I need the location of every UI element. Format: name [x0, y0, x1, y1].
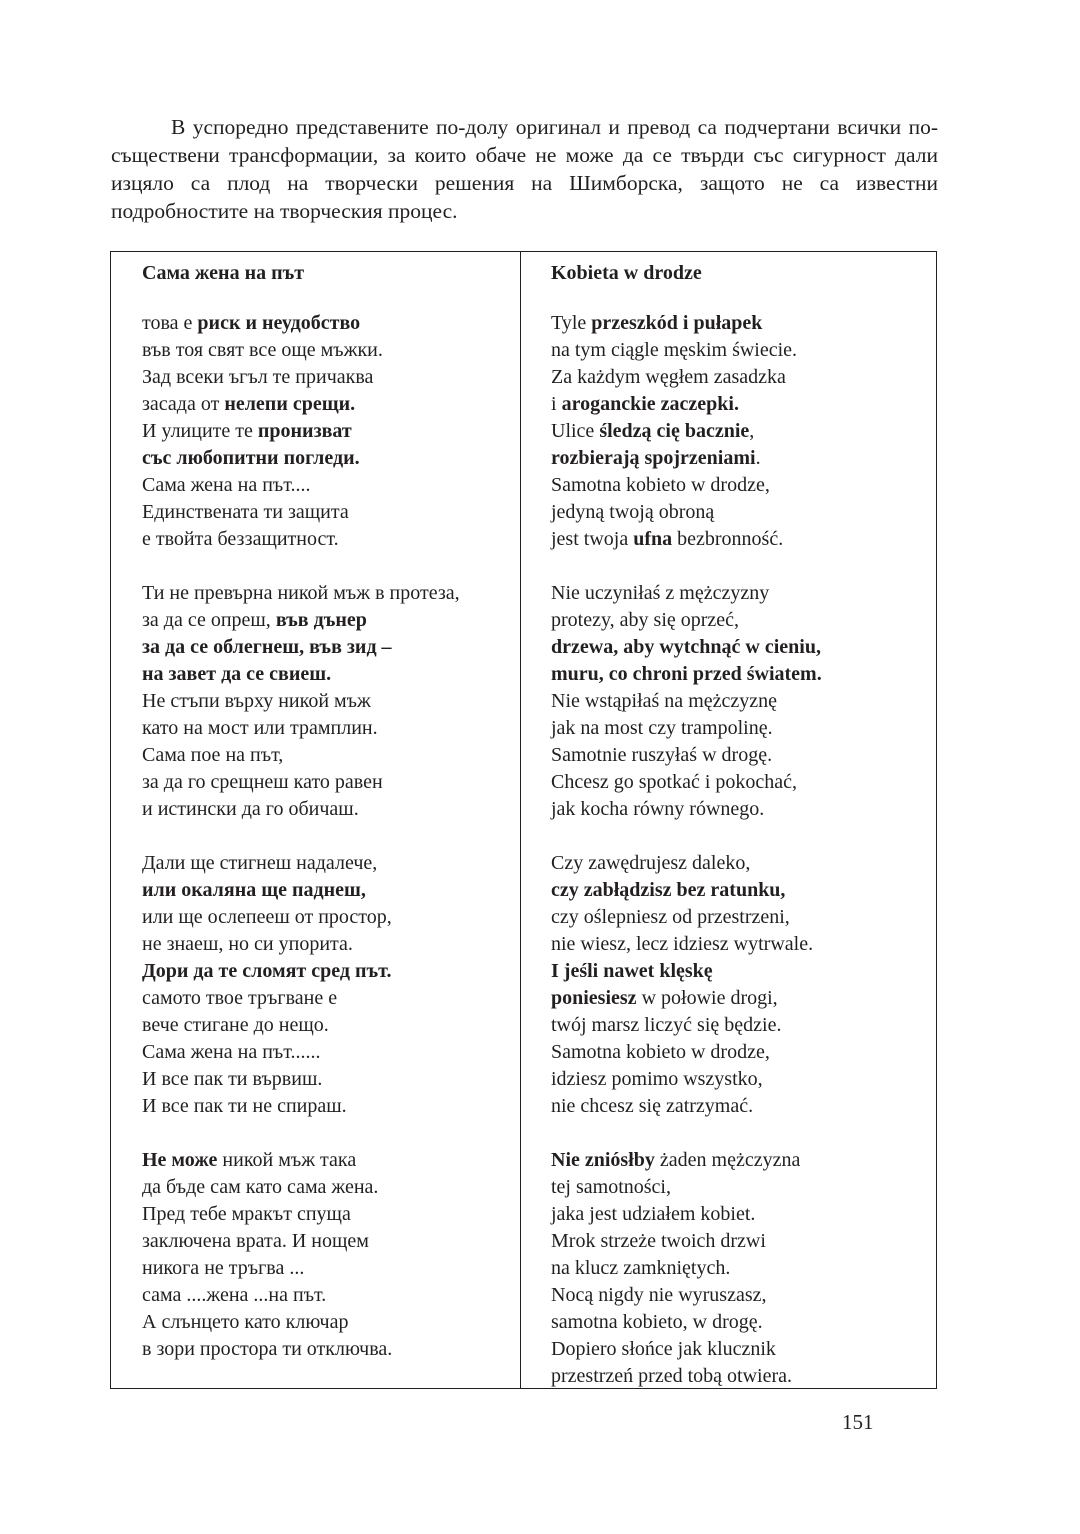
poem-line: [551, 607, 936, 634]
poem-line: [142, 418, 520, 445]
line-text: i: [551, 393, 562, 415]
poem-line: [142, 1012, 520, 1039]
emphasized-phrase: przeszkód i pułapek: [591, 312, 763, 334]
poem-line: [142, 391, 520, 418]
line-text: Mrok strzeże twoich drzwi: [551, 1230, 766, 1252]
line-text: Сама жена на път......: [142, 1041, 321, 1063]
line-text: Dopiero słońce jak klucznik: [551, 1338, 776, 1360]
poem-line: [551, 877, 936, 904]
poem-line: [142, 742, 520, 769]
line-text: Зад всеки ъгъл те причаква: [142, 366, 374, 388]
line-text: Samotna kobieto w drodze,: [551, 474, 770, 496]
poem-line: [551, 1093, 936, 1120]
line-text: Дали ще стигнеш надалече,: [142, 852, 378, 874]
poem-line: [551, 931, 936, 958]
emphasized-phrase: Дори да те сломят сред път.: [142, 960, 392, 982]
poem-line: [142, 472, 520, 499]
poem-line: [142, 607, 520, 634]
poem-stanza: [142, 850, 520, 1120]
poem-line: [551, 742, 936, 769]
line-text: във тоя свят все още мъжки.: [142, 339, 383, 361]
poem-line: [551, 1228, 936, 1255]
line-text: Samotnie ruszyłaś w drogę.: [551, 744, 773, 766]
poem-line: [551, 1309, 936, 1336]
poem-line: [142, 688, 520, 715]
line-text: за да го срещнеш като равен: [142, 771, 383, 793]
original-poem-column: [111, 252, 521, 1388]
poem-line: [551, 1012, 936, 1039]
poem-line: [551, 1174, 936, 1201]
poem-stanza: [551, 1147, 936, 1390]
line-text: samotna kobieto, w drogę.: [551, 1311, 763, 1333]
poem-line: [551, 310, 936, 337]
poem-line: [142, 1282, 520, 1309]
line-text: или ще ослепееш от простор,: [142, 906, 392, 928]
poem-line: [142, 364, 520, 391]
poem-line: [142, 715, 520, 742]
emphasized-phrase: във дънер: [275, 609, 367, 631]
poem-line: [551, 526, 936, 553]
line-text: .: [755, 447, 761, 469]
poem-line: [142, 904, 520, 931]
poem-line: [551, 1336, 936, 1363]
poem-line: [142, 1201, 520, 1228]
emphasized-phrase: Nie zniósłby: [551, 1149, 655, 1171]
line-text: самото твое тръгване е: [142, 987, 338, 1009]
poem-line: [142, 769, 520, 796]
poem-line: [142, 985, 520, 1012]
line-text: заключена врата. И нощем: [142, 1230, 369, 1252]
poem-line: [142, 1336, 520, 1363]
poem-line: [551, 1282, 936, 1309]
poem-line: [551, 715, 936, 742]
poem-line: [142, 931, 520, 958]
line-text: nie chcesz się zatrzymać.: [551, 1095, 754, 1117]
line-text: bezbronność.: [672, 528, 784, 550]
line-text: Единствената ти защита: [142, 501, 349, 523]
line-text: Nie wstąpiłaś na mężczyznę: [551, 690, 778, 712]
line-text: да бъде сам като сама жена.: [142, 1176, 379, 1198]
line-text: na klucz zamkniętych.: [551, 1257, 731, 1279]
poem-line: [551, 661, 936, 688]
poem-line: [142, 850, 520, 877]
poem-line: [551, 1066, 936, 1093]
line-text: jaka jest udziałem kobiet.: [551, 1203, 756, 1225]
line-text: не знаеш, но си упорита.: [142, 933, 353, 955]
poem-line: [551, 391, 936, 418]
line-text: засада от: [142, 393, 225, 415]
poem-stanza: [142, 580, 520, 823]
line-text: като на мост или трамплин.: [142, 717, 378, 739]
poem-line: [142, 1039, 520, 1066]
line-text: никой мъж така: [217, 1149, 357, 1171]
line-text: czy oślepniesz od przestrzeni,: [551, 906, 790, 928]
line-text: Chcesz go spotkać i pokochać,: [551, 771, 798, 793]
emphasized-phrase: пронизват: [257, 420, 352, 442]
line-text: А слънцето като ключар: [142, 1311, 349, 1333]
poem-line: [142, 958, 520, 985]
line-text: tej samotności,: [551, 1176, 671, 1198]
line-text: Samotna kobieto w drodze,: [551, 1041, 770, 1063]
poem-line: [142, 1093, 520, 1120]
poem-comparison-table: [110, 251, 937, 1389]
emphasized-phrase: poniesiesz: [551, 987, 637, 1009]
original-poem-stanzas: [142, 310, 520, 1363]
line-text: Nocą nigdy nie wyruszasz,: [551, 1284, 767, 1306]
line-text: Ulice: [551, 420, 600, 442]
poem-stanza: [551, 850, 936, 1120]
poem-line: [551, 418, 936, 445]
line-text: twój marsz liczyć się będzie.: [551, 1014, 782, 1036]
line-text: Tyle: [551, 312, 592, 334]
emphasized-phrase: drzewa, aby wytchnąć w cieniu,: [551, 636, 821, 658]
poem-line: [551, 445, 936, 472]
line-text: И все пак ти не спираш.: [142, 1095, 347, 1117]
poem-line: [142, 580, 520, 607]
line-text: nie wiesz, lecz idziesz wytrwale.: [551, 933, 814, 955]
poem-line: [551, 904, 936, 931]
poem-line: [142, 634, 520, 661]
poem-line: [142, 796, 520, 823]
emphasized-phrase: за да се облегнеш, във зид –: [142, 636, 392, 658]
poem-line: [551, 337, 936, 364]
poem-line: [551, 796, 936, 823]
emphasized-phrase: I jeśli nawet klęskę: [551, 960, 713, 982]
translation-poem-title: Kobieta w drodze: [551, 262, 702, 284]
line-text: protezy, aby się oprzeć,: [551, 609, 740, 631]
poem-line: [142, 1228, 520, 1255]
poem-line: [142, 1309, 520, 1336]
poem-line: [142, 499, 520, 526]
line-text: Пред тебе мракът спуща: [142, 1203, 351, 1225]
line-text: Nie uczyniłaś z mężczyzny: [551, 582, 770, 604]
emphasized-phrase: риск и неудобство: [197, 312, 361, 334]
poem-line: [551, 688, 936, 715]
line-text: żaden mężczyzna: [654, 1149, 801, 1171]
poem-line: [142, 310, 520, 337]
line-text: jest twoja: [551, 528, 634, 550]
poem-line: [142, 1174, 520, 1201]
line-text: Za każdym węgłem zasadzka: [551, 366, 786, 388]
poem-line: [551, 850, 936, 877]
poem-stanza: [551, 580, 936, 823]
line-text: przestrzeń przed tobą otwiera.: [551, 1365, 792, 1387]
translation-poem-stanzas: [551, 310, 936, 1390]
poem-line: [551, 364, 936, 391]
poem-line: [551, 1255, 936, 1282]
poem-line: [142, 337, 520, 364]
line-text: Не стъпи върху никой мъж: [142, 690, 371, 712]
poem-line: [551, 472, 936, 499]
intro-text: В успоредно представените по-долу оригинал и превод са подчертани всички по-съществени трансформации, за които обаче не може да се твърди със сигурност дали изцяло са плод на творчески решения на Шимборска, защото не са известни подробностите на творческия процес.: [111, 115, 938, 223]
line-text: И все пак ти вървиш.: [142, 1068, 323, 1090]
line-text: Ти не превърна никой мъж в протеза,: [142, 582, 460, 604]
line-text: за да се опреш,: [142, 609, 276, 631]
line-text: това е: [142, 312, 198, 334]
line-text: И улиците те: [142, 420, 258, 442]
poem-line: [551, 634, 936, 661]
line-text: вече стигане до нещо.: [142, 1014, 329, 1036]
emphasized-phrase: Не може: [142, 1149, 218, 1171]
emphasized-phrase: ufna: [633, 528, 673, 550]
poem-line: [551, 1147, 936, 1174]
poem-line: [142, 1066, 520, 1093]
line-text: Сама пое на път,: [142, 744, 284, 766]
translation-poem-column: [521, 252, 936, 1388]
line-text: na tym ciągle męskim świecie.: [551, 339, 798, 361]
line-text: в зори простора ти отключва.: [142, 1338, 393, 1360]
poem-line: [551, 769, 936, 796]
line-text: jak kocha równy równego.: [551, 798, 765, 820]
emphasized-phrase: śledzą cię bacznie: [599, 420, 750, 442]
poem-stanza: [142, 1147, 520, 1363]
emphasized-phrase: aroganckie zaczepki.: [561, 393, 739, 415]
emphasized-phrase: muru, co chroni przed światem.: [551, 663, 822, 685]
line-text: сама ....жена ...на път.: [142, 1284, 327, 1306]
poem-line: [142, 526, 520, 553]
line-text: jak na most czy trampolinę.: [551, 717, 773, 739]
line-text: Czy zawędrujesz daleko,: [551, 852, 751, 874]
line-text: Сама жена на път....: [142, 474, 311, 496]
emphasized-phrase: нелепи срещи.: [224, 393, 356, 415]
poem-line: [142, 1255, 520, 1282]
emphasized-phrase: czy zabłądzisz bez ratunku,: [551, 879, 786, 901]
page-number: 151: [842, 1410, 874, 1434]
poem-line: [551, 985, 936, 1012]
emphasized-phrase: или окаляна ще паднеш,: [142, 879, 366, 901]
line-text: jedyną twoją obroną: [551, 501, 715, 523]
poem-line: [142, 1147, 520, 1174]
poem-line: [551, 1201, 936, 1228]
poem-line: [551, 499, 936, 526]
intro-paragraph: [111, 113, 938, 225]
poem-line: [142, 445, 520, 472]
poem-line: [551, 1039, 936, 1066]
poem-line: [551, 958, 936, 985]
line-text: idziesz pomimo wszystko,: [551, 1068, 763, 1090]
poem-line: [142, 877, 520, 904]
line-text: и истински да го обичаш.: [142, 798, 359, 820]
original-poem-title: Сама жена на път: [142, 262, 305, 284]
poem-line: [551, 580, 936, 607]
poem-line: [551, 1363, 936, 1390]
poem-stanza: [142, 310, 520, 553]
emphasized-phrase: със любопитни погледи.: [142, 447, 360, 469]
line-text: ,: [749, 420, 755, 442]
emphasized-phrase: rozbierają spojrzeniami: [551, 447, 756, 469]
emphasized-phrase: на завет да се свиеш.: [142, 663, 332, 685]
line-text: е твойта беззащитност.: [142, 528, 339, 550]
line-text: w połowie drogi,: [636, 987, 778, 1009]
poem-stanza: [551, 310, 936, 553]
line-text: никога не тръгва ...: [142, 1257, 305, 1279]
poem-line: [142, 661, 520, 688]
